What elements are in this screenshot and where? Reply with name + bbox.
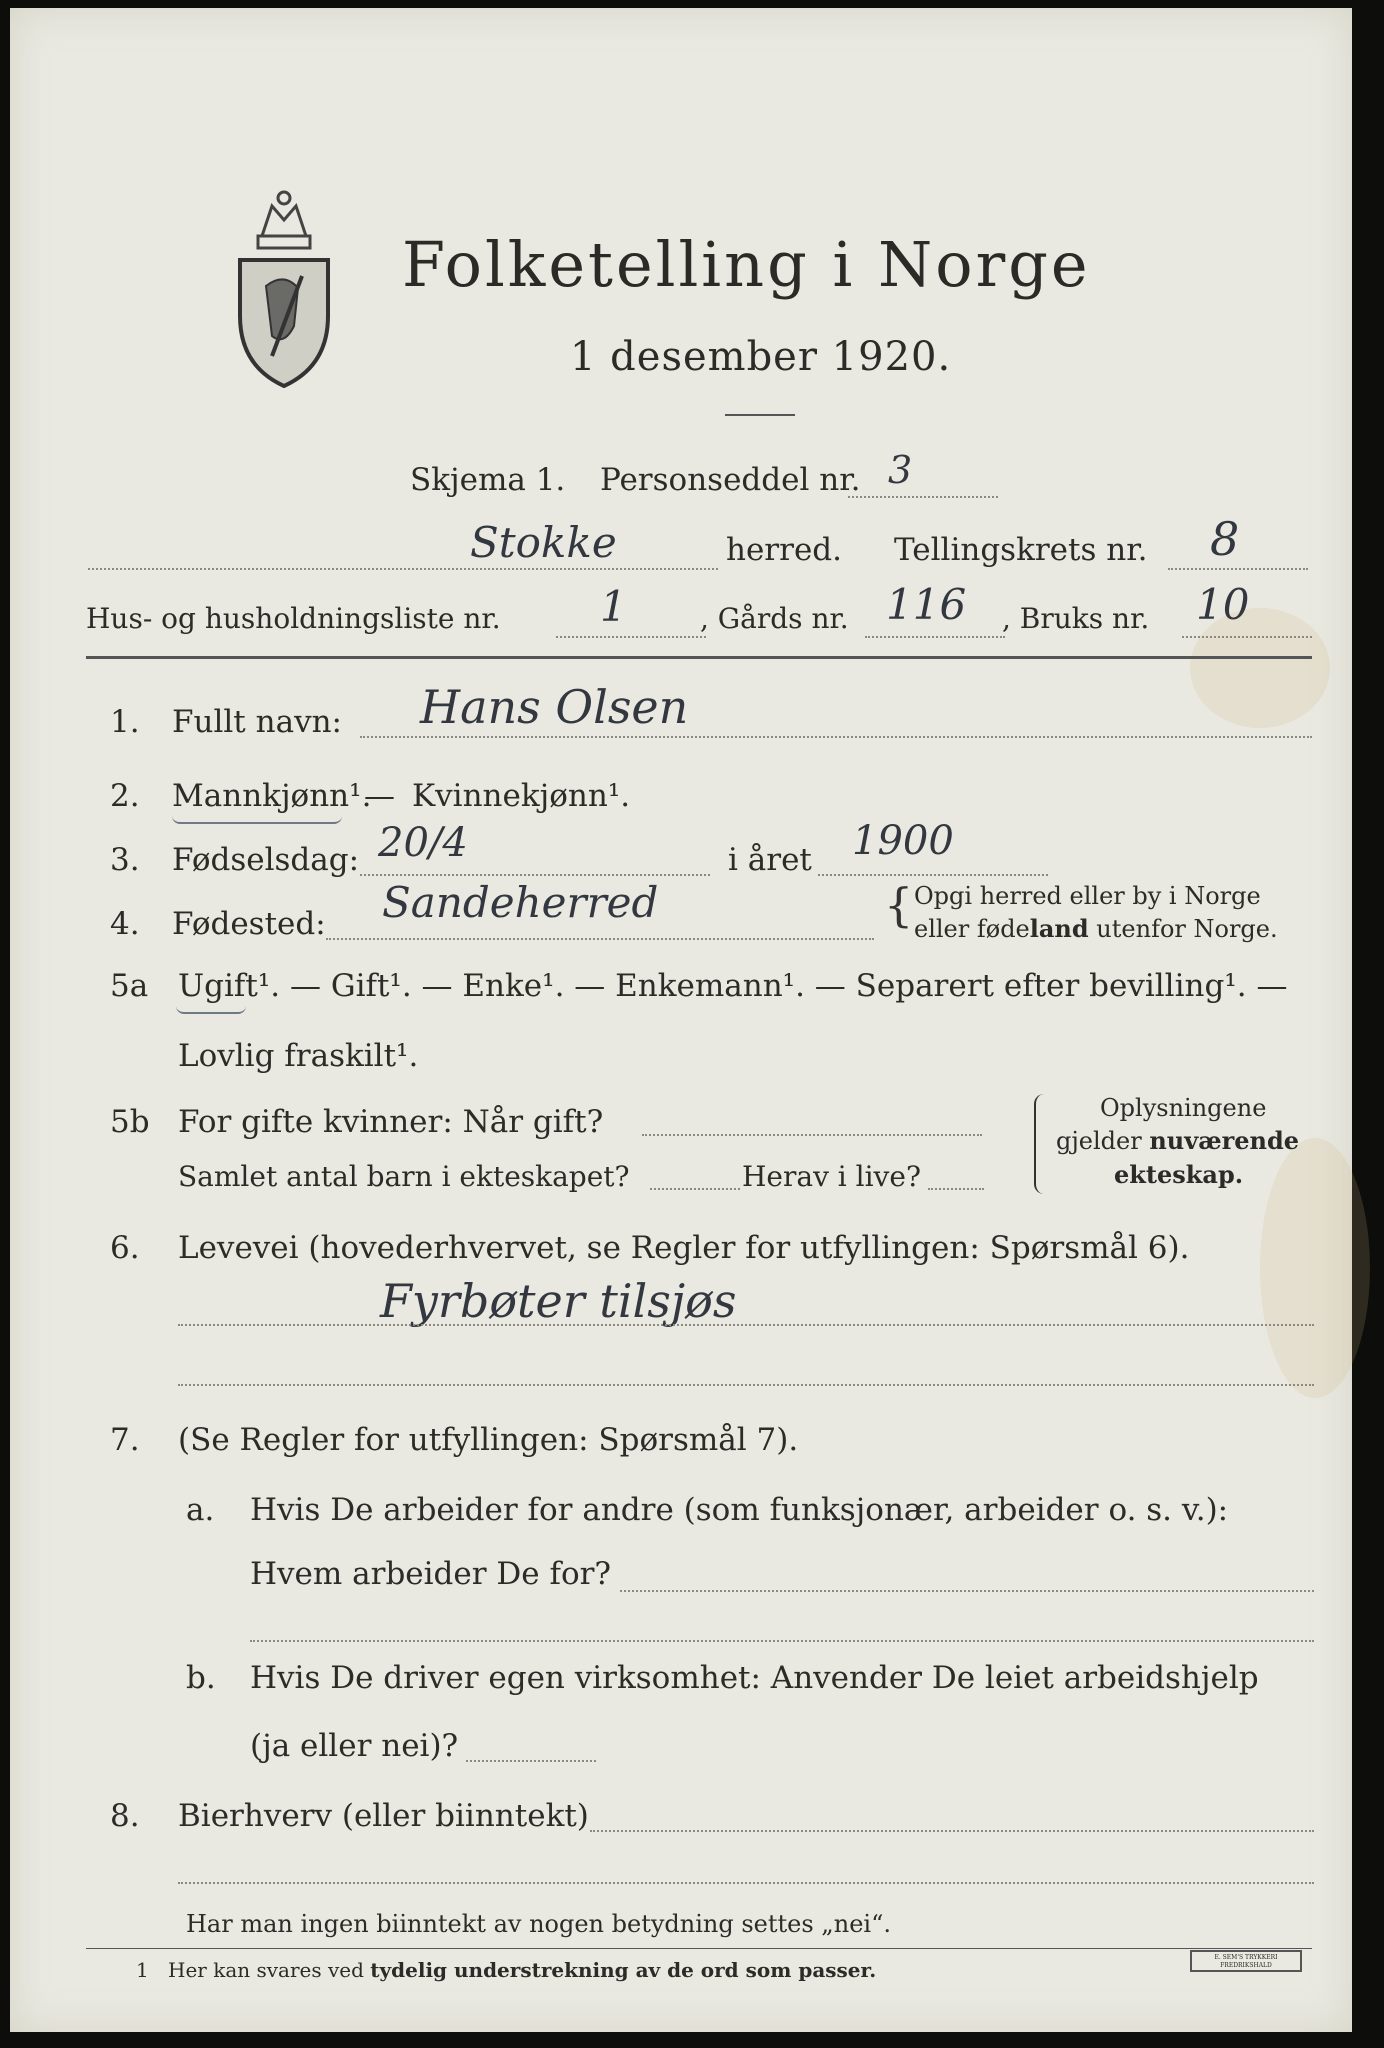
printer-stamp: E. SEM'S TRYKKERI FREDRIKSHALD <box>1190 1950 1302 1972</box>
q4-label: Fødested: <box>172 906 326 942</box>
q5b-number: 5b <box>110 1104 150 1140</box>
q7a-line1: Hvis De arbeider for andre (som funksjonær, arbeider o. s. v.): <box>250 1492 1229 1528</box>
q4-note-line1: Opgi herred eller by i Norge <box>914 882 1261 910</box>
herred-value: Stokke <box>470 518 617 567</box>
q5b-note3: ekteskap. <box>1114 1160 1244 1189</box>
q3-label: Fødselsdag: <box>172 842 360 878</box>
q5b-note2: gjelder nuværende <box>1056 1126 1300 1155</box>
q6-number: 6. <box>110 1230 140 1266</box>
gards-value: 116 <box>886 580 967 629</box>
q7a-letter: a. <box>186 1492 215 1528</box>
q3-number: 3. <box>110 842 140 878</box>
q3-birthday-value: 20/4 <box>378 820 468 866</box>
footnote-number: 1 <box>136 1958 149 1982</box>
header-divider <box>86 656 1312 659</box>
q5b-bracket <box>1034 1094 1046 1194</box>
q7b-letter: b. <box>186 1660 216 1696</box>
q5a-line2: Lovlig fraskilt¹. <box>178 1038 419 1074</box>
q3-year-label: i året <box>728 842 812 878</box>
q7-label: (Se Regler for utfyllingen: Spørsmål 7). <box>178 1422 799 1458</box>
q7b-line1: Hvis De driver egen virksomhet: Anvender De leiet arbeidshjelp <box>250 1660 1259 1696</box>
page-title: Folketelling i Norge <box>402 228 1091 301</box>
title-divider <box>725 414 795 416</box>
q2-number: 2. <box>110 778 140 814</box>
footer-divider <box>86 1948 1312 1949</box>
q5b-note1: Oplysningene <box>1100 1094 1267 1122</box>
personseddel-label: Personseddel nr. <box>600 462 861 498</box>
census-date: 1 desember 1920. <box>570 334 952 380</box>
q2-male-option: Mannkjønn¹. <box>172 778 372 814</box>
male-underline <box>172 816 342 824</box>
no-income-note: Har man ingen biinntekt av nogen betydning settes „nei“. <box>186 1910 891 1938</box>
q8-label: Bierhverv (eller biinntekt) <box>178 1798 589 1834</box>
bruks-label: , Bruks nr. <box>1002 602 1150 635</box>
q7a-line2: Hvem arbeider De for? <box>250 1556 612 1592</box>
bruks-value: 10 <box>1196 580 1250 629</box>
q3-year-value: 1900 <box>852 818 954 864</box>
personseddel-value: 3 <box>888 448 913 492</box>
tellingskrets-label: Tellingskrets nr. <box>894 532 1148 568</box>
q4-note-line2: eller fødeland utenfor Norge. <box>914 914 1278 943</box>
q6-occupation-value: Fyrbøter tilsjøs <box>380 1274 737 1328</box>
q4-birthplace-value: Sandeherred <box>382 878 659 927</box>
q5a-options: Ugift¹. — Gift¹. — Enke¹. — Enkemann¹. — Separert efter bevilling¹. — <box>178 968 1288 1004</box>
q1-number: 1. <box>110 704 140 740</box>
q5b-line2b: Herav i live? <box>742 1160 921 1193</box>
q5a-number: 5a <box>110 968 149 1004</box>
q7b-line2: (ja eller nei)? <box>250 1728 459 1764</box>
skjema-label: Skjema 1. <box>410 462 566 498</box>
q2-female-option: Kvinnekjønn¹. <box>412 778 631 814</box>
footnote-text: Her kan svares ved tydelig understrekning av de ord som passer. <box>168 1958 877 1982</box>
census-form-page <box>10 8 1352 2032</box>
q4-brace: { <box>884 878 914 932</box>
q7-number: 7. <box>110 1422 140 1458</box>
q1-full-name-value: Hans Olsen <box>420 680 689 734</box>
norwegian-coat-of-arms-icon <box>232 176 336 388</box>
ugift-underline <box>176 1006 246 1014</box>
q1-label: Fullt navn: <box>172 704 342 740</box>
herred-label: herred. <box>726 532 842 568</box>
q8-number: 8. <box>110 1798 140 1834</box>
q5b-line2a: Samlet antal barn i ekteskapet? <box>178 1160 630 1193</box>
q5a-ugift-option: Ugift¹. <box>178 968 281 1004</box>
tellingskrets-value: 8 <box>1210 512 1240 566</box>
husliste-label: Hus- og husholdningsliste nr. <box>86 602 501 635</box>
q2-separator: — <box>364 778 395 814</box>
gards-label: , Gårds nr. <box>700 602 849 635</box>
husliste-value: 1 <box>600 582 627 631</box>
q6-label: Levevei (hovederhvervet, se Regler for utfyllingen: Spørsmål 6). <box>178 1230 1190 1266</box>
q5b-line1: For gifte kvinner: Når gift? <box>178 1104 604 1140</box>
q4-number: 4. <box>110 906 140 942</box>
